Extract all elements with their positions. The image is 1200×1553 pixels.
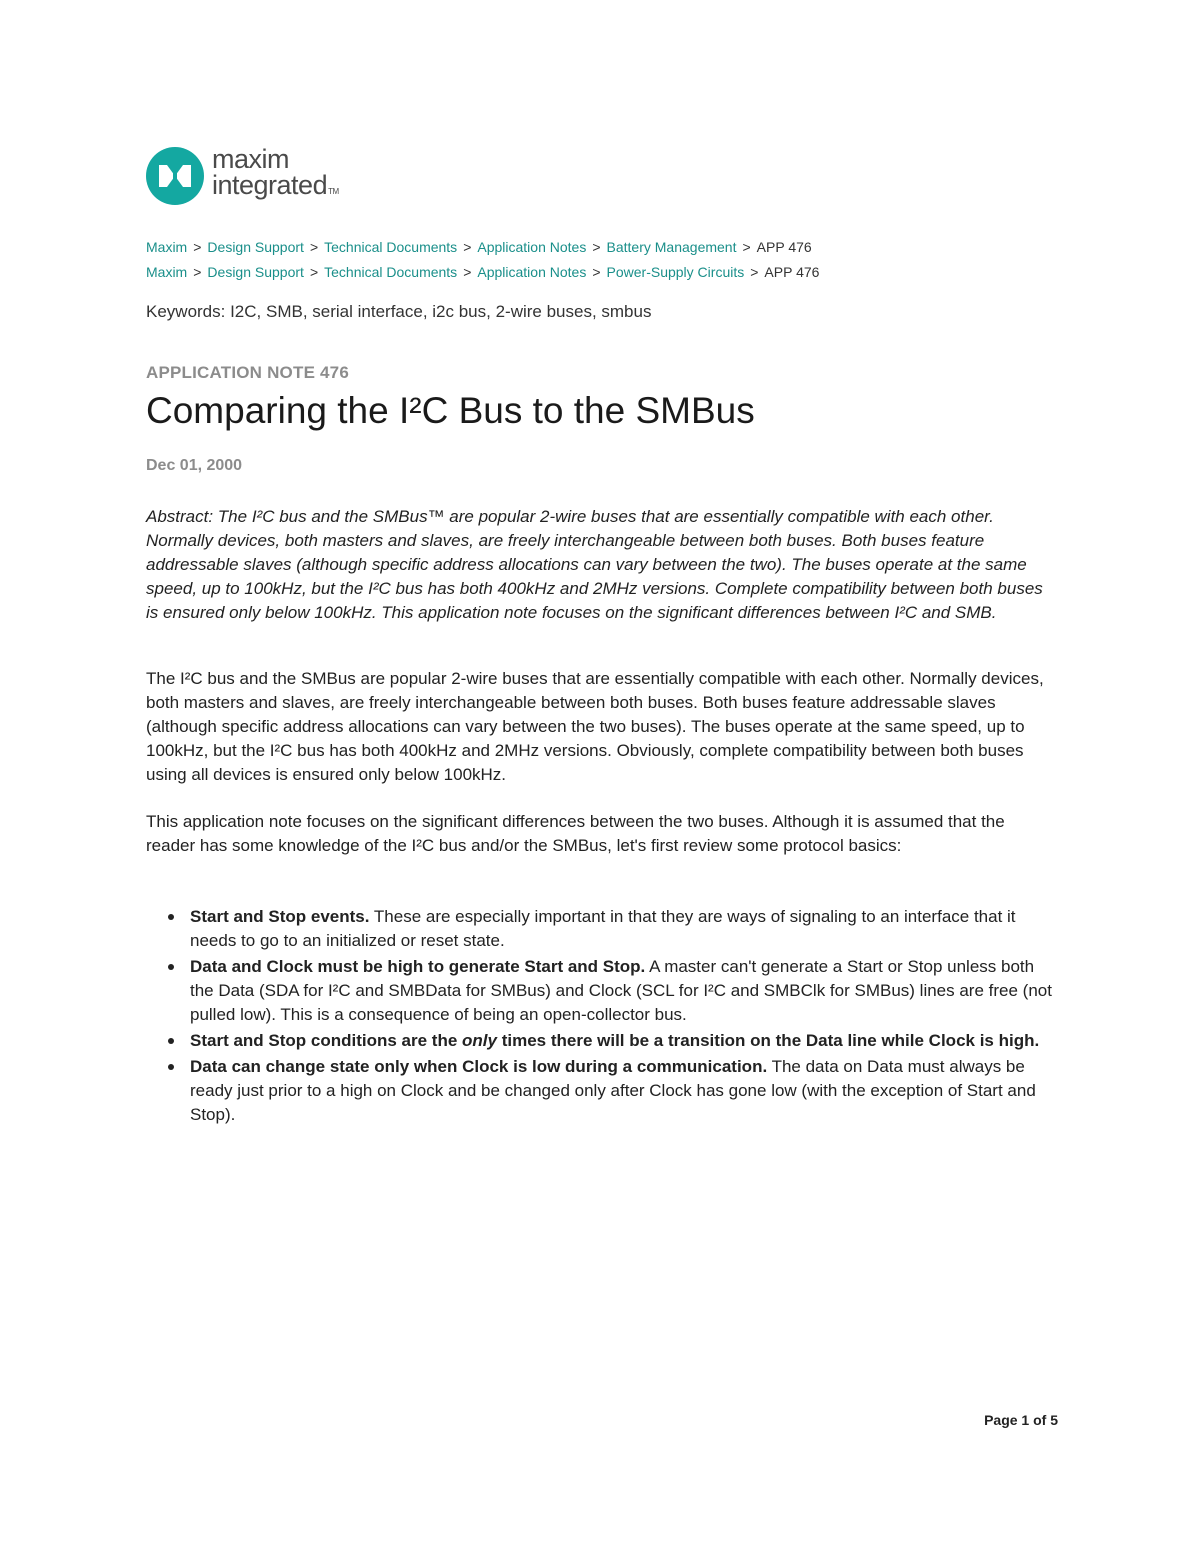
breadcrumb-separator: >	[742, 239, 751, 255]
breadcrumb-link-application-notes[interactable]: Application Notes	[477, 264, 587, 280]
breadcrumb-link-maxim[interactable]: Maxim	[146, 264, 188, 280]
breadcrumb-separator: >	[463, 239, 472, 255]
breadcrumb-power-supply	[146, 264, 819, 280]
logo-wordmark: maxim integratedTM	[212, 144, 339, 200]
overview-paragraph: This application note focuses on the significant differences between the two buses. Although it is assumed that the reader has some knowledge of the I²C bus and/or the SMBus, let's first review some protocol basics:	[146, 812, 1005, 855]
list-item-bold: Start and Stop events.	[190, 907, 370, 926]
intro-paragraph: The I²C bus and the SMBus are popular 2-wire buses that are essentially compatible with each other. Normally devices, both masters and slaves, are freely interchangeable between both buses. Both buses feature addressable slaves (although specific address allocations can vary between the two buses). The buses operate at the same speed, up to 100kHz, but the I²C bus has both 400kHz and 2MHz versions. Obviously, complete compatibility between both buses using all devices is ensured only below 100kHz.	[146, 669, 1044, 784]
page-title: Comparing the I²C Bus to the SMBus	[146, 390, 755, 431]
breadcrumb-separator: >	[309, 264, 319, 280]
breadcrumb-current: APP 476	[756, 239, 812, 255]
maxim-logo	[146, 146, 339, 205]
list-item	[190, 1029, 1058, 1053]
breadcrumb-separator: >	[750, 264, 759, 280]
list-item-text: These are especially important in that they are ways of signaling to an interface that it needs to go to an initialized or reset state.	[190, 907, 1016, 950]
breadcrumb-separator: >	[193, 239, 202, 255]
breadcrumb-link-design-support[interactable]: Design Support	[207, 239, 304, 255]
breadcrumb-separator: >	[592, 239, 601, 255]
breadcrumb-link-battery-management[interactable]: Battery Management	[606, 239, 737, 255]
emphasis-only: only	[462, 1031, 497, 1050]
breadcrumb-link-maxim[interactable]: Maxim	[146, 239, 188, 255]
list-item-bold: Data can change state only when Clock is low during a communication.	[190, 1057, 768, 1076]
breadcrumb-separator: >	[193, 264, 202, 280]
protocol-basics-list	[146, 905, 1058, 1129]
app-note-label: APPLICATION NOTE 476	[146, 363, 349, 382]
list-item-text: The data on Data must always be ready just prior to a high on Clock and be changed only after Clock has gone low (with the exception of Start and Stop).	[190, 1057, 1036, 1124]
page-number: Page 1 of 5	[984, 1412, 1058, 1428]
list-item-bold: Data and Clock must be high to generate Start and Stop.	[190, 957, 646, 976]
list-item-text: A master can't generate a Start or Stop unless both the Data (SDA for I²C and SMBData for SMBus) and Clock (SCL for I²C and SMBClk for SMBus) lines are free (not pulled low). This is a consequence of being an open-collector bus.	[190, 957, 1052, 1024]
list-item	[190, 1055, 1058, 1127]
list-item	[190, 955, 1058, 1027]
breadcrumb-separator: >	[463, 264, 472, 280]
abstract: Abstract: The I²C bus and the SMBus™ are popular 2-wire buses that are essentially compatible with each other. Normally devices, both masters and slaves, are freely interchangeable between both buses. Both buses feature addressable slaves (although specific address allocations can vary between the two). The buses operate at the same speed, up to 100kHz, but the I²C bus has both 400kHz and 2MHz versions. Complete compatibility between both buses is ensured only below 100kHz. This application note focuses on the significant differences between I²C and SMB.	[146, 507, 1043, 622]
keywords: Keywords: I2C, SMB, serial interface, i2c bus, 2-wire buses, smbus	[146, 302, 652, 321]
breadcrumb-current: APP 476	[764, 264, 820, 280]
breadcrumb-link-application-notes[interactable]: Application Notes	[477, 239, 587, 255]
breadcrumb-separator: >	[309, 239, 319, 255]
breadcrumb-link-design-support[interactable]: Design Support	[207, 264, 304, 280]
publish-date: Dec 01, 2000	[146, 457, 243, 474]
breadcrumb-separator: >	[592, 264, 601, 280]
list-item-bold: Start and Stop conditions are the only times there will be a transition on the Data line while Clock is high.	[190, 1031, 1040, 1050]
breadcrumb-battery	[146, 239, 812, 255]
maxim-logo-icon	[146, 147, 204, 205]
breadcrumb-link-technical-documents[interactable]: Technical Documents	[324, 239, 458, 255]
list-item	[190, 905, 1058, 953]
breadcrumb-link-power-supply-circuits[interactable]: Power-Supply Circuits	[606, 264, 745, 280]
breadcrumb-link-technical-documents[interactable]: Technical Documents	[324, 264, 458, 280]
